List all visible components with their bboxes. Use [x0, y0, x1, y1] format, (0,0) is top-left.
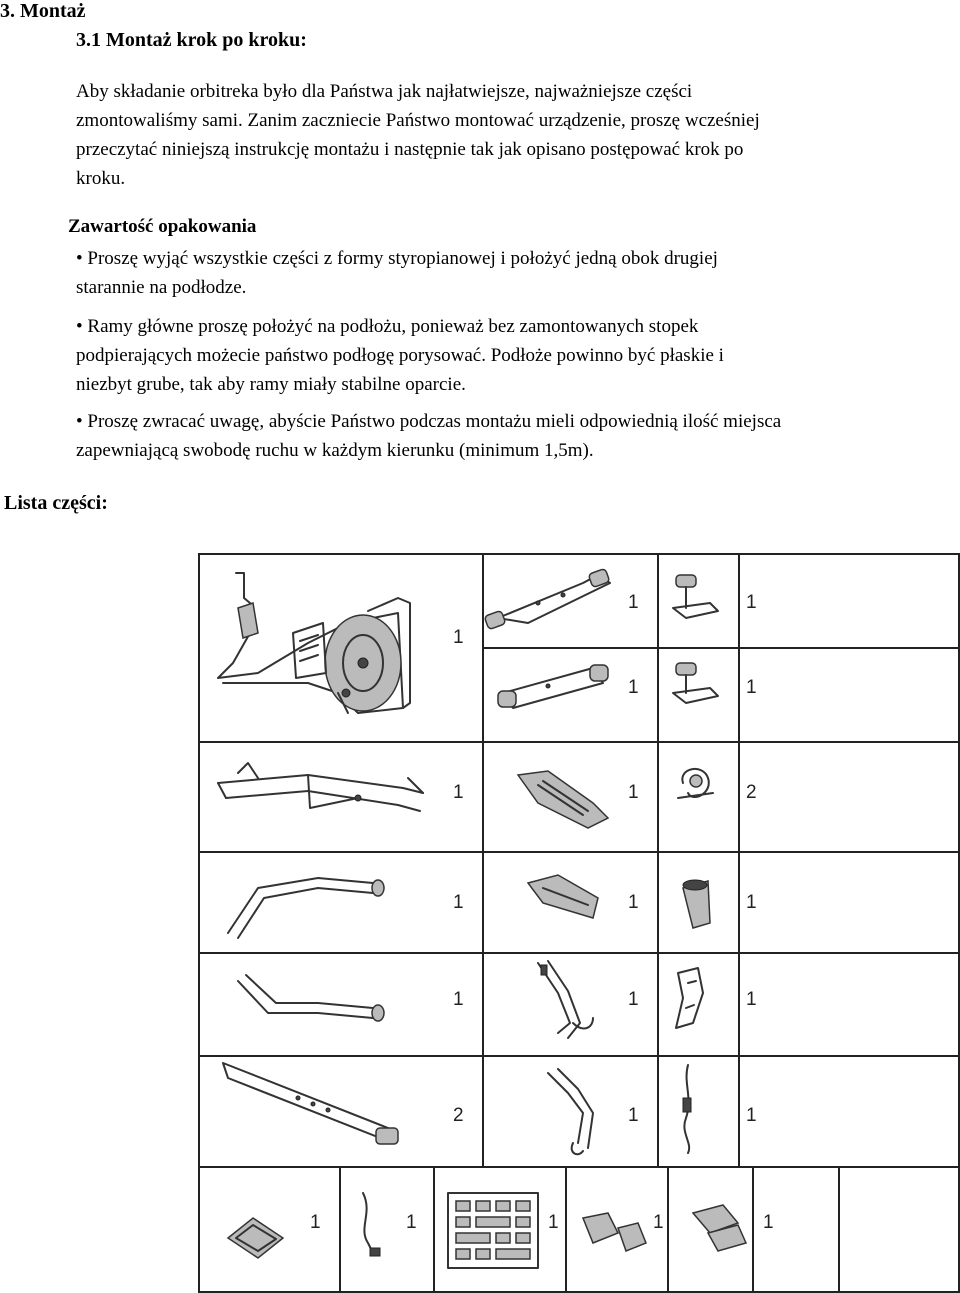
bullet-2 — [76, 312, 960, 399]
part-handlebar-left — [538, 961, 593, 1038]
part-clamp — [678, 769, 713, 798]
part-cable-small — [363, 1193, 380, 1256]
part-leveler-bottom — [673, 663, 718, 703]
intro-paragraph — [76, 77, 960, 193]
bullet-3 — [76, 407, 960, 465]
count-end-cover: 1 — [763, 1212, 774, 1233]
count-cable-small: 1 — [406, 1212, 417, 1233]
count-leveler-top: 1 — [746, 592, 757, 613]
count-pedal-right: 1 — [628, 892, 639, 913]
count-main-frame: 1 — [453, 627, 464, 648]
part-rear-stabilizer — [498, 665, 608, 708]
part-front-stabilizer — [484, 568, 610, 629]
count-pedal-left: 1 — [628, 782, 639, 803]
bullet-1 — [76, 244, 960, 302]
count-sensor-cable: 1 — [746, 1105, 757, 1126]
bullet-line: zapewniającą swobodę ruchu w każdym kierunku (minimum 1,5m). — [76, 440, 594, 461]
count-cover-cup: 1 — [746, 892, 757, 913]
intro-line: Aby składanie orbitreka było dla Państwa jak najłatwiejsze, najważniejsze części — [76, 81, 693, 102]
part-cover-pair — [583, 1213, 646, 1251]
bullet-line: • Proszę wyjąć wszystkie części z formy styropianowej i położyć jedną obok drugiej — [76, 248, 718, 269]
part-hardware-pack — [448, 1193, 538, 1268]
part-handlebar-right — [548, 1069, 593, 1154]
part-sensor-cable — [683, 1065, 691, 1153]
count-front-stabilizer: 1 — [628, 592, 639, 613]
parts-list-title: Lista części: — [4, 492, 108, 514]
count-rail-frame: 1 — [453, 782, 464, 803]
part-console-cover — [228, 1218, 283, 1258]
bullet-line: podpierających możecie państwo podłogę porysować. Podłoże powinno być płaskie i — [76, 345, 724, 366]
intro-line: zmontowaliśmy sami. Zanim zaczniecie Państwo montować urządzenie, proszę wcześniej — [76, 110, 760, 131]
parts-grid — [198, 553, 960, 1293]
count-hardware-pack: 1 — [548, 1212, 559, 1233]
subsection-heading: 3.1 Montaż krok po kroku: — [76, 29, 307, 51]
part-end-cover — [693, 1205, 746, 1251]
count-handlebar-right: 1 — [628, 1105, 639, 1126]
bullet-line: • Ramy główne proszę położyć na podłożu, ponieważ bez zamontowanych stopek — [76, 316, 699, 337]
count-console-cover: 1 — [310, 1212, 321, 1233]
part-pedal-right — [528, 875, 598, 918]
part-rail-frame — [218, 763, 423, 811]
count-bracket-cover: 1 — [746, 989, 757, 1010]
part-pedal-arms — [223, 1063, 398, 1144]
bullet-line: niezbyt grube, tak aby ramy miały stabilne oparcie. — [76, 374, 466, 395]
count-rear-stabilizer: 1 — [628, 677, 639, 698]
count-handlebar-left: 1 — [628, 989, 639, 1010]
count-leveler-bottom: 1 — [746, 677, 757, 698]
count-cover-pair: 1 — [653, 1212, 664, 1233]
part-cover-cup — [683, 880, 710, 928]
bullet-line: starannie na podłodze. — [76, 277, 247, 298]
count-arm-upper: 1 — [453, 892, 464, 913]
contents-title: Zawartość opakowania — [68, 216, 257, 237]
part-arm-upper — [228, 878, 384, 938]
part-bracket-cover — [676, 968, 703, 1028]
grid-lines — [199, 554, 959, 1292]
intro-line: przeczytać niniejszą instrukcję montażu i następnie tak jak opisano postępować krok po — [76, 139, 744, 160]
count-pedal-arms: 2 — [453, 1105, 464, 1126]
count-arm-lower: 1 — [453, 989, 464, 1010]
part-arm-lower — [238, 975, 384, 1021]
intro-line: kroku. — [76, 168, 126, 189]
part-pedal-left — [518, 771, 608, 828]
section-heading: 3. Montaż — [0, 0, 86, 22]
count-clamp: 2 — [746, 782, 757, 803]
part-main-frame — [218, 573, 410, 713]
part-leveler-top — [673, 575, 718, 618]
bullet-line: • Proszę zwracać uwagę, abyście Państwo podczas montażu mieli odpowiednią ilość miejsca — [76, 411, 782, 432]
